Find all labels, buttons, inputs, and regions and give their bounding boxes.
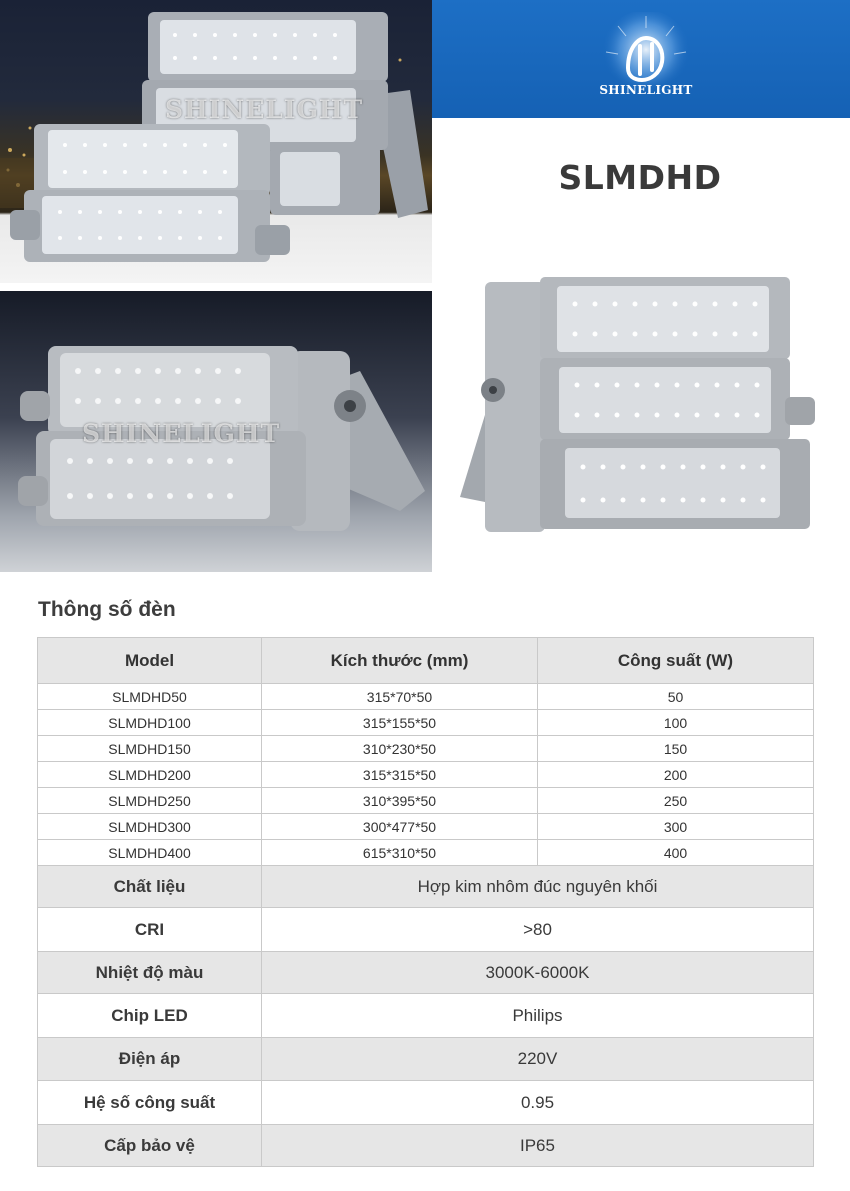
model-row	[38, 736, 814, 762]
size-cell: 300*477*50	[262, 814, 538, 840]
model-cell: SLMDHD100	[38, 710, 262, 736]
size-cell: 315*155*50	[262, 710, 538, 736]
property-label: CRI	[38, 908, 262, 952]
property-label: Cấp bảo vệ	[38, 1125, 262, 1167]
power-cell: 400	[538, 840, 814, 866]
product-photo-white	[455, 272, 825, 544]
property-row-color-temperature	[38, 952, 814, 994]
property-value: 3000K-6000K	[262, 952, 814, 994]
property-value: IP65	[262, 1125, 814, 1167]
model-cell: SLMDHD400	[38, 840, 262, 866]
model-row	[38, 814, 814, 840]
product-photo-studio	[0, 291, 432, 572]
model-row	[38, 710, 814, 736]
product-photo-night	[0, 0, 432, 283]
power-cell: 250	[538, 788, 814, 814]
property-label: Hệ số công suất	[38, 1081, 262, 1125]
floodlight-night-illustration	[0, 0, 432, 283]
model-cell: SLMDHD150	[38, 736, 262, 762]
model-cell: SLMDHD300	[38, 814, 262, 840]
property-value: Philips	[262, 994, 814, 1038]
brand-name: SHINELIGHT	[599, 83, 693, 97]
column-header-model: Model	[38, 638, 262, 684]
property-label: Nhiệt độ màu	[38, 952, 262, 994]
power-cell: 50	[538, 684, 814, 710]
property-value: 220V	[262, 1038, 814, 1081]
property-value: >80	[262, 908, 814, 952]
property-row-protection	[38, 1125, 814, 1167]
size-cell: 310*395*50	[262, 788, 538, 814]
size-cell: 315*315*50	[262, 762, 538, 788]
property-label: Chip LED	[38, 994, 262, 1038]
floodlight-white-illustration	[455, 272, 825, 544]
spec-table	[37, 637, 814, 1167]
property-row-voltage	[38, 1038, 814, 1081]
brand-watermark-2: SHINELIGHT	[82, 419, 281, 448]
size-cell: 310*230*50	[262, 736, 538, 762]
power-cell: 150	[538, 736, 814, 762]
model-cell: SLMDHD250	[38, 788, 262, 814]
model-row	[38, 788, 814, 814]
power-cell: 200	[538, 762, 814, 788]
power-cell: 100	[538, 710, 814, 736]
model-row	[38, 684, 814, 710]
spec-heading: Thông số đèn	[38, 598, 176, 621]
property-row-material	[38, 866, 814, 908]
model-cell: SLMDHD200	[38, 762, 262, 788]
size-cell: 315*70*50	[262, 684, 538, 710]
product-title: SLMDHD	[558, 158, 722, 197]
size-cell: 615*310*50	[262, 840, 538, 866]
model-row	[38, 840, 814, 866]
property-row-cri	[38, 908, 814, 952]
property-label: Chất liệu	[38, 866, 262, 908]
brand-watermark: SHINELIGHT	[165, 95, 364, 124]
column-header-size: Kích thước (mm)	[262, 638, 538, 684]
model-row	[38, 762, 814, 788]
property-label: Điện áp	[38, 1038, 262, 1081]
column-header-power: Công suất (W)	[538, 638, 814, 684]
property-value: Hợp kim nhôm đúc nguyên khối	[262, 866, 814, 908]
property-row-power-factor	[38, 1081, 814, 1125]
property-row-chip-led	[38, 994, 814, 1038]
model-cell: SLMDHD50	[38, 684, 262, 710]
property-value: 0.95	[262, 1081, 814, 1125]
power-cell: 300	[538, 814, 814, 840]
spec-table-header	[38, 638, 814, 684]
